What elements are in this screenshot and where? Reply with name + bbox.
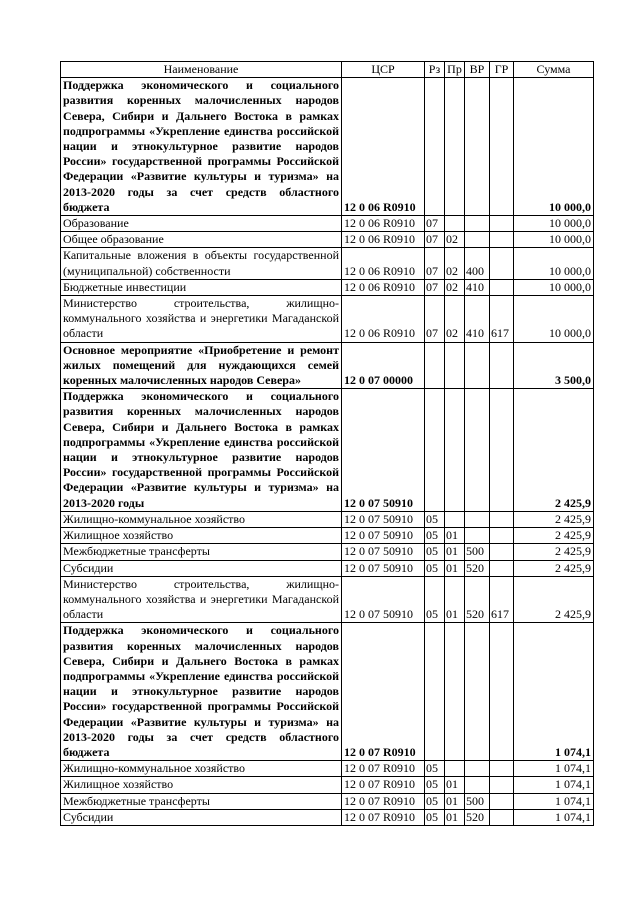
cell-vr: 520 [465,576,490,623]
cell-rz: 05 [425,544,445,560]
table-row [61,761,594,777]
table-row [61,279,594,295]
cell-name: Жилищно-коммунальное хозяйство [61,511,342,527]
cell-vr: 410 [465,279,490,295]
cell-name: Капитальные вложения в объекты государственной (муниципальной) собственности [61,248,342,279]
cell-csr: 12 0 07 50910 [342,528,425,544]
cell-gr [490,342,514,389]
cell-gr [490,389,514,512]
cell-csr: 12 0 07 50910 [342,560,425,576]
budget-table [60,61,594,826]
cell-csr: 12 0 07 50910 [342,511,425,527]
cell-vr: 520 [465,560,490,576]
cell-gr [490,793,514,809]
cell-gr [490,809,514,825]
header-pr: Пр [445,62,465,78]
cell-name: Поддержка экономического и социального развития коренных малочисленных народов Севера, Сибири и Дальнего Востока в рамках подпрограммы «Укрепление единства российской нации и этнокультурное развитие народов России» государственной программы Российской Федерации «Развитие культуры и туризма» на 2013-2020 годы за счет средств областного бюджета [61,78,342,216]
cell-pr: 01 [445,809,465,825]
cell-name: Жилищно-коммунальное хозяйство [61,761,342,777]
cell-sum: 2 425,9 [514,576,594,623]
header-gr: ГР [490,62,514,78]
cell-name: Межбюджетные трансферты [61,793,342,809]
cell-pr [445,511,465,527]
cell-sum: 2 425,9 [514,511,594,527]
cell-csr: 12 0 06 R0910 [342,78,425,216]
table-row [61,342,594,389]
cell-sum: 10 000,0 [514,248,594,279]
cell-csr: 12 0 06 R0910 [342,232,425,248]
cell-gr [490,248,514,279]
cell-gr [490,78,514,216]
cell-csr: 12 0 06 R0910 [342,248,425,279]
cell-vr: 500 [465,544,490,560]
cell-gr: 617 [490,576,514,623]
cell-vr [465,623,490,761]
cell-sum: 10 000,0 [514,296,594,343]
cell-name: Министерство строительства, жилищно-коммунального хозяйства и энергетики Магаданской области [61,576,342,623]
cell-vr [465,528,490,544]
cell-sum: 1 074,1 [514,809,594,825]
cell-gr [490,560,514,576]
cell-pr [445,623,465,761]
cell-pr: 01 [445,528,465,544]
cell-pr: 01 [445,560,465,576]
cell-vr: 500 [465,793,490,809]
cell-csr: 12 0 06 R0910 [342,216,425,232]
cell-rz: 05 [425,777,445,793]
cell-pr: 02 [445,279,465,295]
document-page [60,61,593,826]
cell-sum: 10 000,0 [514,78,594,216]
cell-sum: 10 000,0 [514,216,594,232]
cell-rz: 05 [425,793,445,809]
table-row [61,511,594,527]
table-row [61,809,594,825]
cell-sum: 2 425,9 [514,528,594,544]
table-row [61,793,594,809]
cell-sum: 3 500,0 [514,342,594,389]
header-sum: Сумма [514,62,594,78]
cell-name: Общее образование [61,232,342,248]
cell-vr: 520 [465,809,490,825]
cell-csr: 12 0 07 R0910 [342,761,425,777]
table-row [61,777,594,793]
cell-name: Жилищное хозяйство [61,777,342,793]
cell-name: Межбюджетные трансферты [61,544,342,560]
cell-pr [445,761,465,777]
cell-rz: 05 [425,560,445,576]
cell-pr: 02 [445,248,465,279]
cell-sum: 10 000,0 [514,232,594,248]
cell-pr [445,78,465,216]
cell-rz: 05 [425,528,445,544]
cell-pr: 01 [445,576,465,623]
cell-name: Жилищное хозяйство [61,528,342,544]
cell-gr [490,777,514,793]
cell-gr [490,216,514,232]
cell-vr [465,761,490,777]
cell-rz [425,623,445,761]
cell-rz: 07 [425,296,445,343]
cell-sum: 2 425,9 [514,544,594,560]
cell-rz: 05 [425,809,445,825]
cell-gr: 617 [490,296,514,343]
table-row [61,216,594,232]
cell-rz: 05 [425,761,445,777]
cell-name: Министерство строительства, жилищно-коммунального хозяйства и энергетики Магаданской области [61,296,342,343]
cell-vr [465,511,490,527]
cell-pr [445,389,465,512]
cell-pr: 01 [445,544,465,560]
table-row [61,576,594,623]
cell-vr [465,389,490,512]
cell-rz [425,342,445,389]
cell-name: Бюджетные инвестиции [61,279,342,295]
cell-name: Образование [61,216,342,232]
cell-rz: 05 [425,511,445,527]
cell-pr [445,216,465,232]
table-row [61,248,594,279]
header-vr: ВР [465,62,490,78]
cell-csr: 12 0 07 50910 [342,389,425,512]
cell-name: Поддержка экономического и социального развития коренных малочисленных народов Севера, Сибири и Дальнего Востока в рамках подпрограммы «Укрепление единства российской нации и этнокультурное развитие народов России» государственной программы Российской Федерации «Развитие культуры и туризма» на 2013-2020 годы [61,389,342,512]
table-row [61,296,594,343]
cell-vr: 410 [465,296,490,343]
cell-pr [445,342,465,389]
cell-gr [490,279,514,295]
table-row [61,78,594,216]
cell-sum: 10 000,0 [514,279,594,295]
cell-vr [465,777,490,793]
cell-pr: 01 [445,777,465,793]
cell-sum: 1 074,1 [514,777,594,793]
header-name: Наименование [61,62,342,78]
cell-vr [465,78,490,216]
cell-vr [465,342,490,389]
cell-name: Субсидии [61,560,342,576]
cell-gr [490,528,514,544]
table-row [61,232,594,248]
cell-rz: 07 [425,232,445,248]
cell-rz: 07 [425,216,445,232]
cell-rz [425,389,445,512]
table-row [61,528,594,544]
header-csr: ЦСР [342,62,425,78]
cell-csr: 12 0 07 50910 [342,576,425,623]
cell-rz: 07 [425,279,445,295]
cell-rz: 07 [425,248,445,279]
table-row [61,560,594,576]
header-rz: Рз [425,62,445,78]
table-row [61,389,594,512]
cell-gr [490,232,514,248]
cell-csr: 12 0 06 R0910 [342,296,425,343]
cell-name: Субсидии [61,809,342,825]
cell-pr: 02 [445,296,465,343]
cell-sum: 1 074,1 [514,761,594,777]
cell-gr [490,544,514,560]
table-row [61,623,594,761]
table-row [61,544,594,560]
cell-csr: 12 0 07 00000 [342,342,425,389]
cell-sum: 2 425,9 [514,560,594,576]
cell-csr: 12 0 07 R0910 [342,777,425,793]
cell-gr [490,623,514,761]
cell-sum: 1 074,1 [514,793,594,809]
cell-csr: 12 0 07 R0910 [342,809,425,825]
cell-vr [465,216,490,232]
cell-csr: 12 0 07 50910 [342,544,425,560]
cell-pr: 01 [445,793,465,809]
cell-sum: 2 425,9 [514,389,594,512]
cell-name: Поддержка экономического и социального развития коренных малочисленных народов Севера, Сибири и Дальнего Востока в рамках подпрограммы «Укрепление единства российской нации и этнокультурное развитие народов России» государственной программы Российской Федерации «Развитие культуры и туризма» на 2013-2020 годы за счет средств областного бюджета [61,623,342,761]
cell-gr [490,761,514,777]
cell-rz: 05 [425,576,445,623]
cell-sum: 1 074,1 [514,623,594,761]
table-body [61,78,594,826]
cell-gr [490,511,514,527]
cell-csr: 12 0 06 R0910 [342,279,425,295]
cell-rz [425,78,445,216]
cell-vr: 400 [465,248,490,279]
cell-name: Основное мероприятие «Приобретение и ремонт жилых помещений для нуждающихся семей коренных малочисленных народов Севера» [61,342,342,389]
header-row [61,62,594,78]
cell-pr: 02 [445,232,465,248]
cell-vr [465,232,490,248]
cell-csr: 12 0 07 R0910 [342,623,425,761]
cell-csr: 12 0 07 R0910 [342,793,425,809]
